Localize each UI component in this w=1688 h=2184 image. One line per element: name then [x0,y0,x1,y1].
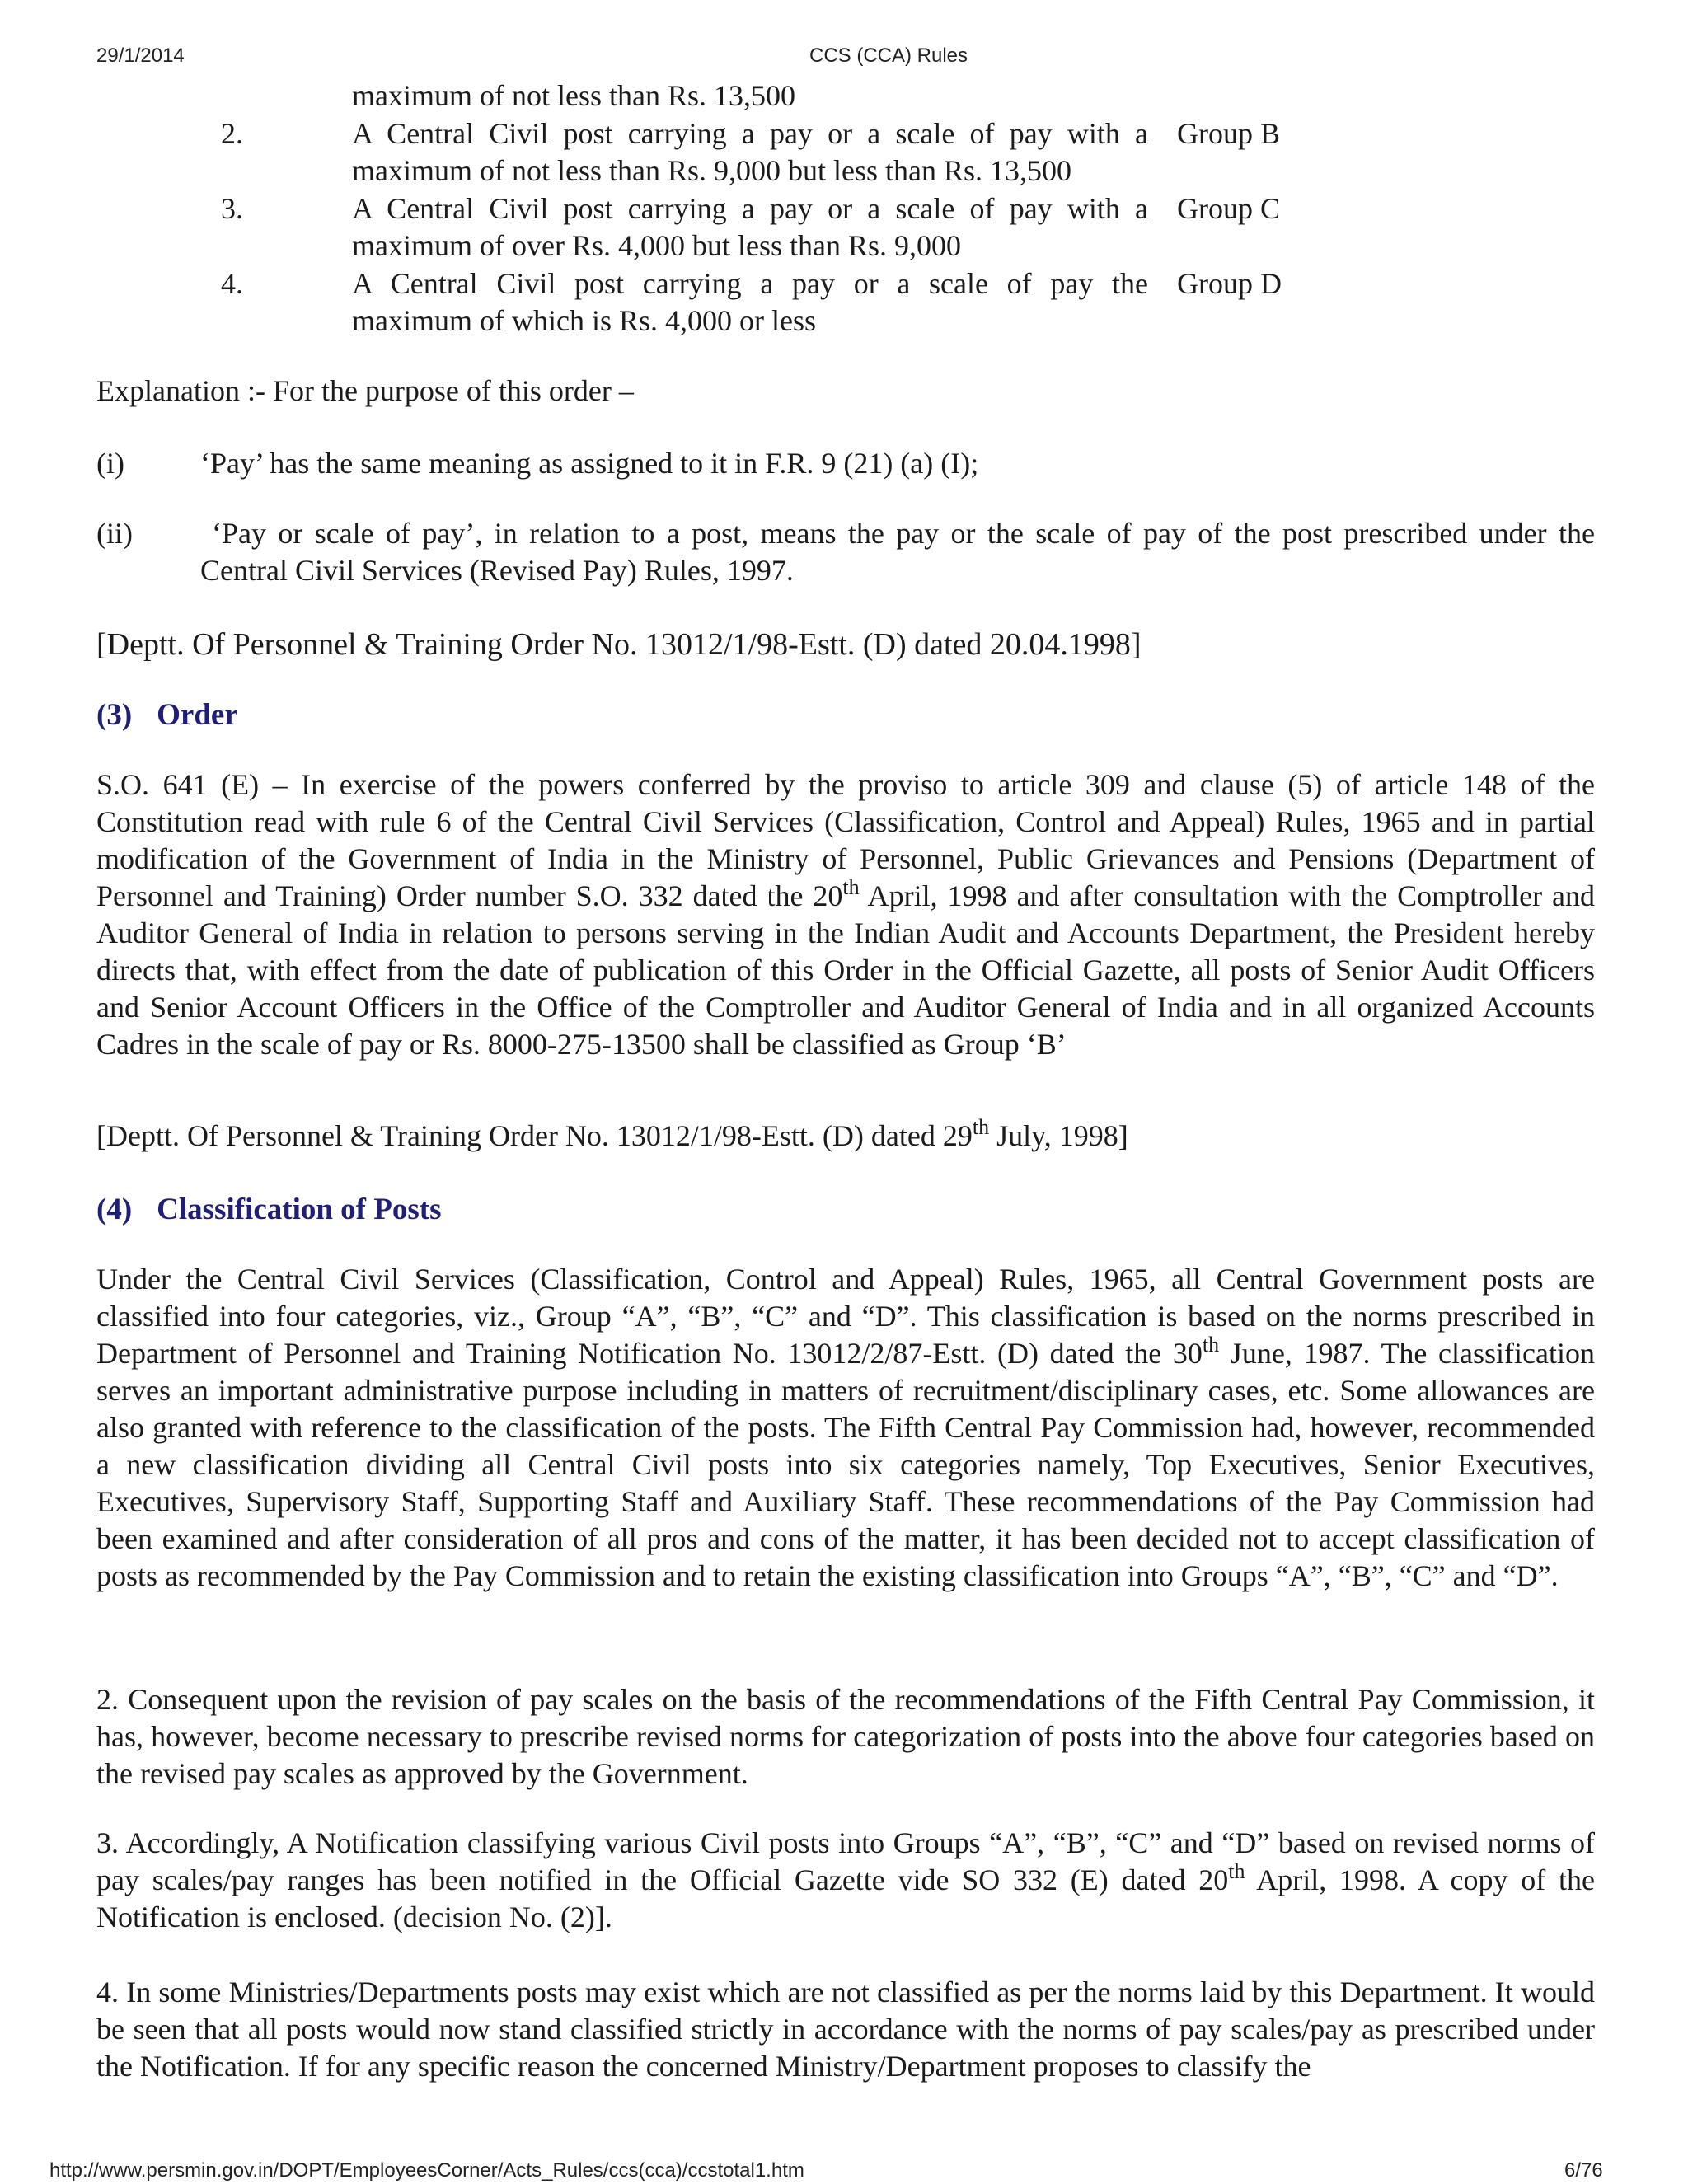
row-group: Group C [1177,192,1280,225]
row-line-2: maximum of which is Rs. 4,000 or less [352,304,816,337]
row-group: Group D [1177,267,1282,300]
section-3-heading [96,697,238,733]
item-text-line-2: Central Civil Services (Revised Pay) Rules, 1997. [200,554,794,587]
row-line-2: maximum of over Rs. 4,000 but less than Rs. 9,000 [352,229,961,262]
table-first-line: maximum of not less than Rs. 13,500 [352,79,795,112]
order-reference: [Deptt. Of Personnel & Training Order No. 13012/1/98-Estt. (D) dated 20.04.1998] [96,627,1142,662]
row-line-1: A Central Civil post carrying a pay or a scale of pay with a [352,117,1148,150]
footer-url: http://www.persmin.gov.in/DOPT/EmployeesCorner/Acts_Rules/ccs(cca)/ccstotal1.htm [49,2159,804,2182]
section-4-paragraph-1: Under the Central Civil Services (Classification, Control and Appeal) Rules, 1965, all Central Government posts are classified into four categories, viz., Group “A”, “B”, “C” and “D”. This classification is based on the norms prescribed in Department of Personnel and Training Notification No. 13012/2/87-Estt. (D) dated the 30th June, 1987. The classification serves an important administrative purpose including in matters of recruitment/disciplinary cases, etc. Some allowances are also granted with reference to the classification of the posts. The Fifth Central Pay Commission had, however, recommended a new classification dividing all Central Civil posts into six categories namely, Top Executives, Senior Executives, Executives, Supervisory Staff, Supporting Staff and Auxiliary Staff. These recommendations of the Pay Commission had been examined and after consideration of all pros and cons of the matter, it has been decided not to accept classification of posts as recommended by the Pay Commission and to retain the existing classification into Groups “A”, “B”, “C” and “D”. [96,1263,1595,1592]
section-3-paragraph: S.O. 641 (E) – In exercise of the powers conferred by the proviso to article 309 and clause (5) of article 148 of the Constitution read with rule 6 of the Central Civil Services (Classification, Control and Appeal) Rules, 1965 and in partial modification of the Government of India in the Ministry of Personnel, Public Grievances and Pensions (Department of Personnel and Training) Order number S.O. 332 dated the 20th April, 1998 and after consultation with the Comptroller and Auditor General of India in relation to persons serving in the Indian Audit and Accounts Department, the President hereby directs that, with effect from the date of publication of this Order in the Official Gazette, all posts of Senior Audit Officers and Senior Account Officers in the Office of the Comptroller and Auditor General of India and in all organized Accounts Cadres in the scale of pay or Rs. 8000-275-13500 shall be classified as Group ‘B’ [96,768,1596,1061]
section-4-paragraph-2: 2. Consequent upon the revision of pay scales on the basis of the recommendations of the Fifth Central Pay Commission, it has, however, become necessary to prescribe revised norms for categorization of posts into the above four categories based on the revised pay scales as approved by the Government. [96,1683,1595,1790]
section-title: Classification of Posts [157,1193,442,1226]
section-4-paragraph-4: 4. In some Ministries/Departments posts may exist which are not classified as per the norms laid by this Department. It would be seen that all posts would now stand classified strictly in accordance with the norms of pay scales/pay as prescribed under the Notification. If for any specific reason the concerned Ministry/Department proposes to classify the [96,1975,1595,2083]
page-number: 6/76 [1564,2159,1603,2182]
page-header-title: CCS (CCA) Rules [809,45,968,67]
section-4-paragraph-3: 3. Accordingly, A Notification classifying various Civil posts into Groups “A”, “B”, “C” and “D” based on revised norms of pay scales/pay ranges has been notified in the Official Gazette vide SO 332 (E) dated 20th April, 1998. A copy of the Notification is enclosed. (decision No. (2)]. [96,1826,1595,1933]
row-number: 4. [221,267,243,300]
explanation-intro: Explanation :- For the purpose of this order – [96,374,634,407]
item-index: (i) [96,447,124,480]
item-text-line-1: ‘Pay or scale of pay’, in relation to a post, means the pay or the scale of pay of the post prescribed under the [212,517,1595,550]
row-line-1: A Central Civil post carrying a pay or a scale of pay the [352,267,1148,300]
section-3-reference: [Deptt. Of Personnel & Training Order No. 13012/1/98-Estt. (D) dated 29th July, 1998] [96,1115,1128,1152]
row-number: 3. [221,192,243,225]
item-index: (ii) [96,517,133,550]
row-group: Group B [1177,117,1280,150]
row-line-1: A Central Civil post carrying a pay or a scale of pay with a [352,192,1148,225]
print-date: 29/1/2014 [96,45,185,67]
row-line-2: maximum of not less than Rs. 9,000 but less than Rs. 13,500 [352,154,1071,187]
section-number: (4) [96,1193,133,1226]
section-4-heading [96,1192,441,1227]
section-title: Order [157,698,238,732]
section-number: (3) [96,698,133,732]
item-text: ‘Pay’ has the same meaning as assigned to it in F.R. 9 (21) (a) (I); [200,447,979,480]
row-number: 2. [221,117,243,150]
